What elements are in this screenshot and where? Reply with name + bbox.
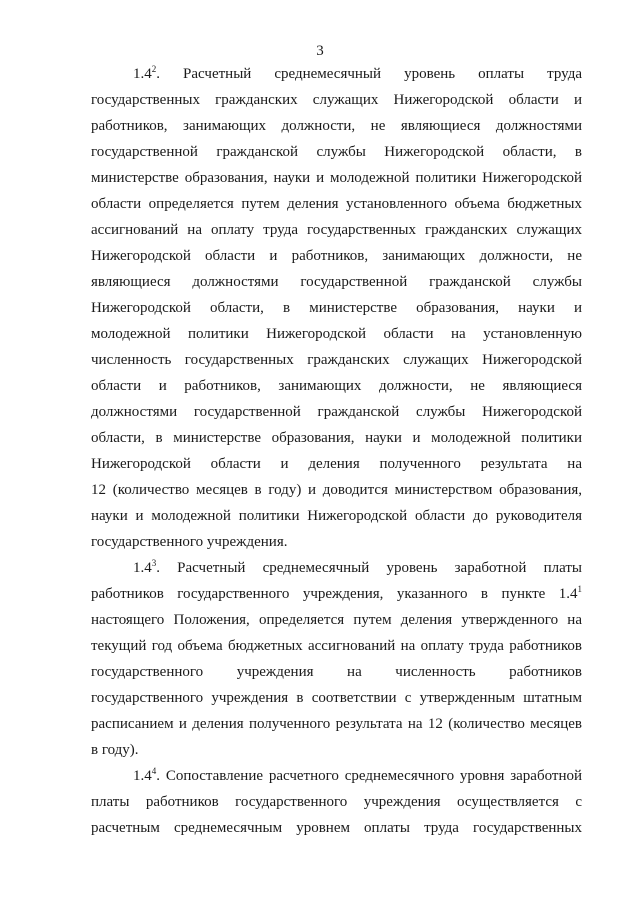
paragraph-1-4-4 <box>91 763 582 841</box>
paragraph-line: государственного учреждения в соответствии с утвержденным штатным <box>91 690 582 706</box>
paragraph-line: численность государственных гражданских служащих Нижегородской <box>91 352 582 368</box>
paragraph-line: государственных гражданских служащих Нижегородской области и <box>91 92 582 108</box>
paragraph-line: работников, занимающих должности, не являющиеся должностями <box>91 118 582 134</box>
paragraph-line: 12 (количество месяцев в году) и доводится министерством образования, <box>91 482 582 498</box>
clause-number: 1.4 <box>133 560 152 576</box>
clause-superscript: 4 <box>151 766 157 776</box>
document-body <box>91 61 582 841</box>
paragraph-line: Нижегородской области и деления полученного результата на <box>91 456 582 472</box>
paragraph-line: расчетным среднемесячным уровнем оплаты труда государственных <box>91 820 582 836</box>
paragraph-line: $1.4^4$. Сопоставление расчетного среднемесячного уровня заработной <box>133 766 582 784</box>
paragraph-line: Нижегородской области, в министерстве образования, науки и <box>91 300 582 316</box>
paragraph-line: платы работников государственного учреждения осуществляется с <box>91 794 582 810</box>
paragraph-1-4-2 <box>91 61 582 555</box>
paragraph-line: являющиеся должностями государственной гражданской службы <box>91 274 582 290</box>
paragraph-line: настоящего Положения, определяется путем деления утвержденного на <box>91 612 582 628</box>
paragraph-line: науки и молодежной политики Нижегородской области до руководителя <box>91 508 582 524</box>
clause-number: 1.4 <box>133 768 152 784</box>
paragraph-line: молодежной политики Нижегородской области на установленную <box>91 326 582 342</box>
paragraph-1-4-3 <box>91 555 582 763</box>
paragraph-line: Нижегородской области и работников, занимающих должности, не <box>91 248 582 264</box>
paragraph-line: области определяется путем деления установленного объема бюджетных <box>91 196 582 212</box>
paragraph-line: $1.4^2$. Расчетный среднемесячный уровень оплаты труда <box>133 64 582 82</box>
clause-superscript: 2 <box>151 64 157 74</box>
clause-superscript: 3 <box>151 558 157 568</box>
paragraph-line: государственного учреждения. <box>91 534 288 550</box>
paragraph-line: ассигнований на оплату труда государственных гражданских служащих <box>91 222 582 238</box>
paragraph-line: области и работников, занимающих должности, не являющиеся <box>91 378 582 394</box>
paragraph-line: расписанием и деления полученного результата на 12 (количество месяцев <box>91 716 582 732</box>
paragraph-line: министерстве образования, науки и молодежной политики Нижегородской <box>91 170 582 186</box>
paragraph-line: $1.4^3$. Расчетный среднемесячный уровень заработной платы <box>133 558 582 576</box>
paragraph-line: работников государственного учреждения, указанного в пункте $1.4^1$ <box>91 584 582 602</box>
paragraph-line: государственного учреждения на численность работников <box>91 664 582 680</box>
page-number: 3 <box>316 43 324 59</box>
reference-superscript: 1 <box>577 584 582 594</box>
paragraph-line: в году). <box>91 742 139 758</box>
paragraph-line: текущий год объема бюджетных ассигнований на оплату труда работников <box>91 638 582 654</box>
paragraph-line: должностями государственной гражданской службы Нижегородской <box>91 404 582 420</box>
paragraph-line: области, в министерстве образования, науки и молодежной политики <box>91 430 582 446</box>
clause-number: 1.4 <box>133 66 152 82</box>
paragraph-line: государственной гражданской службы Нижегородской области, в <box>91 144 582 160</box>
